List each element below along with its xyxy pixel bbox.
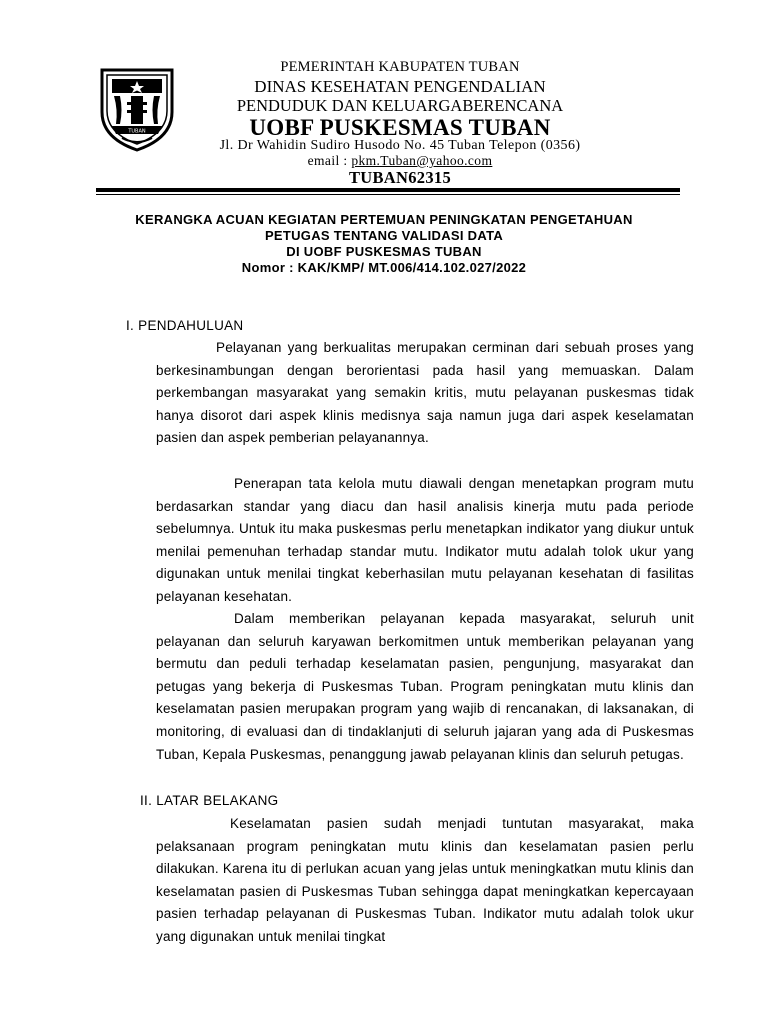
email-link[interactable]: pkm.Tuban@yahoo.com bbox=[351, 153, 493, 168]
paragraph: Keselamatan pasien sudah menjadi tuntutan masyarakat, maka pelaksanaan program peningkatan mutu klinis dan keselamatan pasien perlu dilakukan. Karena itu di perlukan acuan yang jelas untuk meningkatkan mutu klinis dan keselamatan pasien di Puskesmas Tuban sehingga dapat meningkatkan kepercayaan pasien terhadap pelayanan di Puskesmas Tuban. Indikator mutu adalah tolok ukur yang digunakan untuk menilai tingkat bbox=[156, 816, 694, 944]
section-heading-latar-belakang: II. LATAR BELAKANG bbox=[140, 793, 279, 808]
paragraph: Dalam memberikan pelayanan kepada masyarakat, seluruh unit pelayanan dan seluruh karyawan berkomitmen untuk memberikan pelayanan yang bermutu dan peduli terhadap keselamatan pasien, pengunjung, masyarakat dan petugas yang bekerja di Puskesmas Tuban. Program peningkatan mutu klinis dan keselamatan pasien merupakan program yang wajib di rencanakan, di laksanakan, di monitoring, di evaluasi dan di tindaklanjuti di seluruh jajaran yang ada di Puskesmas Tuban, Kepala Puskesmas, penanggung jawab pelayanan klinis dan seluruh petugas. bbox=[156, 611, 694, 762]
paragraph: Penerapan tata kelola mutu diawali dengan menetapkan program mutu berdasarkan standar yang diacu dan hasil analisis kinerja mutu pada periode sebelumnya. Untuk itu maka puskesmas perlu menetapkan indikator yang diukur untuk menilai pemenuhan terhadap standar mutu. Indikator mutu adalah tolok ukur yang digunakan untuk menilai tingkat keberhasilan mutu pelayanan kesehatan di fasilitas pelayanan kesehatan. bbox=[156, 476, 694, 604]
email-prefix: email : bbox=[307, 153, 352, 168]
letterhead-address: Jl. Dr Wahidin Sudiro Husodo No. 45 Tuban Telepon (0356) bbox=[219, 138, 581, 153]
letterhead-institution: UOBF PUSKESMAS TUBAN bbox=[249, 115, 551, 140]
document-number: Nomor : KAK/KMP/ MT.006/414.102.027/2022 bbox=[241, 260, 527, 275]
letterhead-city-postcode: TUBAN62315 bbox=[348, 168, 451, 187]
letterhead-divider-thin bbox=[96, 194, 680, 195]
section-heading-pendahuluan: I. PENDAHULUAN bbox=[126, 318, 244, 333]
letterhead-email-line bbox=[160, 153, 640, 169]
letterhead-agency-sub: PENDUDUK DAN KELUARGABERENCANA bbox=[236, 96, 564, 115]
letterhead-agency: DINAS KESEHATAN PENGENDALIAN bbox=[254, 77, 546, 96]
letterhead-divider-thick bbox=[96, 188, 680, 192]
document-title-line-3: DI UOBF PUSKESMAS TUBAN bbox=[286, 244, 482, 259]
document-title-line-1: KERANGKA ACUAN KEGIATAN PERTEMUAN PENINGKATAN PENGETAHUAN bbox=[135, 212, 633, 227]
emblem-label: TUBAN bbox=[128, 128, 146, 135]
letterhead-government: PEMERINTAH KABUPATEN TUBAN bbox=[280, 59, 520, 75]
document-title-line-2: PETUGAS TENTANG VALIDASI DATA bbox=[264, 228, 504, 243]
paragraph: Pelayanan yang berkualitas merupakan cerminan dari sebuah proses yang berkesinambungan dengan berorientasi pada hasil yang memuaskan. Dalam perkembangan masyarakat yang semakin kritis, mutu pelayanan puskesmas tidak hanya disorot dari aspek klinis medisnya saja namun juga dari aspek keselamatan pasien dan aspek pemberian pelayanannya. bbox=[156, 340, 694, 446]
